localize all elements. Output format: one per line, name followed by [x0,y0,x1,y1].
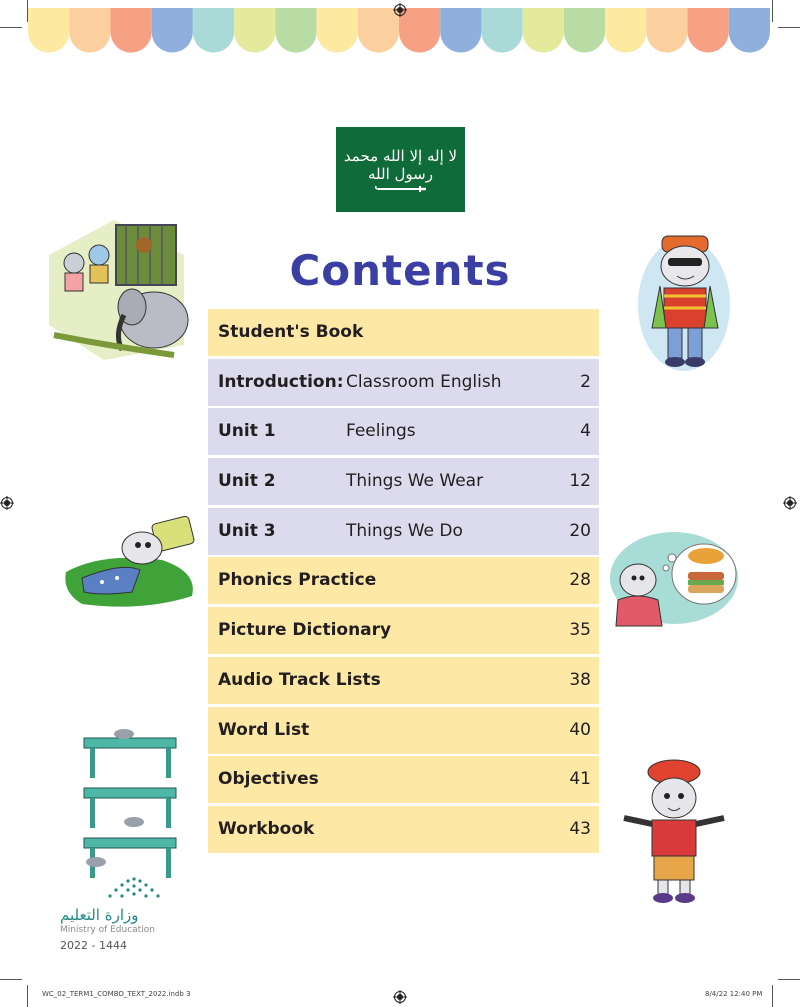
toc-label: Unit 1 [218,421,276,442]
toc-page-number: 28 [569,570,591,591]
toc-page-number: 43 [569,818,591,839]
toc-subtitle: Things We Do [346,520,463,541]
toc-row-workbook[interactable] [208,806,599,853]
crop-mark [772,0,773,22]
crop-mark [0,27,22,28]
toc-row-unit-1[interactable] [208,408,599,455]
print-slug-file: WC_02_TERM1_COMBO_TEXT_2022.indb 3 [42,990,191,998]
toc-subtitle: Things We Wear [346,471,484,492]
toc-label: Workbook [218,818,315,839]
toc-subtitle: Classroom English [346,371,502,392]
bunting-scallop [28,8,69,53]
toc-page-number: 40 [569,719,591,740]
flag-emblem-text: لا إله إلا الله محمد رسول الله [343,147,458,183]
toc-label: Picture Dictionary [218,620,392,641]
crop-mark [778,979,800,980]
toc-subtitle: Feelings [346,421,416,442]
bunting-scallop [481,8,522,53]
toc-row-picture-dictionary[interactable] [208,607,599,654]
crop-mark [27,0,28,22]
toc-row-unit-2[interactable] [208,458,599,505]
toc-row-introduction[interactable] [208,359,599,406]
toc-page-number: 12 [569,471,591,492]
dot-pattern-icon [104,876,164,902]
cat-relaxing-illustration [62,512,202,610]
toc-label: Introduction: [218,371,344,392]
bunting-scallop [688,8,729,53]
toc-page-number: 38 [569,669,591,690]
bunting-scallop [152,8,193,53]
registration-mark-icon [393,3,407,17]
toc-page-number: 20 [569,520,591,541]
registration-mark-icon [783,496,797,510]
edition-year: 2022 - 1444 [60,939,127,952]
page-title: Contents [289,246,511,295]
bunting-scallop [317,8,358,53]
crop-mark [27,985,28,1007]
toc-page-number: 35 [569,620,591,641]
toc-label: Phonics Practice [218,570,377,591]
toc-label: Word List [218,719,310,740]
toc-row-objectives[interactable] [208,756,599,803]
bunting-scallop [69,8,110,53]
print-slug-datetime: 8/4/22 12:40 PM [705,990,763,998]
toc-page-number: 4 [580,421,591,442]
cat-sunhat-illustration [618,758,730,906]
ministry-arabic-name: وزارة التعليم [60,906,139,924]
crop-mark [0,979,22,980]
registration-mark-icon [393,990,407,1004]
registration-mark-icon [0,496,14,510]
crop-mark [772,985,773,1007]
bunting-scallop [110,8,151,53]
bunting-scallop [440,8,481,53]
toc-row-students-book[interactable] [208,309,599,356]
toc-label: Objectives [218,769,319,790]
tables-mouse-illustration [76,712,186,882]
crop-mark [778,27,800,28]
bunting-scallop [729,8,770,53]
bunting-scallop [523,8,564,53]
toc-label: Audio Track Lists [218,669,381,690]
contents-table [208,309,599,856]
cat-sunglasses-illustration [632,230,732,372]
bunting-scallop [564,8,605,53]
bunting-scallop [275,8,316,53]
bunting-scallop [234,8,275,53]
ministry-english-name: Ministry of Education [60,925,155,935]
toc-row-audio-track-lists[interactable] [208,657,599,704]
toc-page-number: 2 [580,371,591,392]
toc-row-word-list[interactable] [208,707,599,754]
toc-label: Unit 2 [218,471,276,492]
bunting-scallop [605,8,646,53]
toc-label: Unit 3 [218,520,276,541]
saudi-flag [336,127,465,212]
toc-row-phonics-practice[interactable] [208,557,599,604]
ministry-of-education-logo [60,876,160,952]
zoo-elephant-illustration [44,215,194,365]
toc-row-unit-3[interactable] [208,508,599,555]
sword-icon [374,184,428,194]
bunting-scallop [646,8,687,53]
bunting-scallop [193,8,234,53]
cat-thinking-food-illustration [608,528,740,628]
toc-page-number: 41 [569,769,591,790]
toc-label: Student's Book [218,322,364,342]
